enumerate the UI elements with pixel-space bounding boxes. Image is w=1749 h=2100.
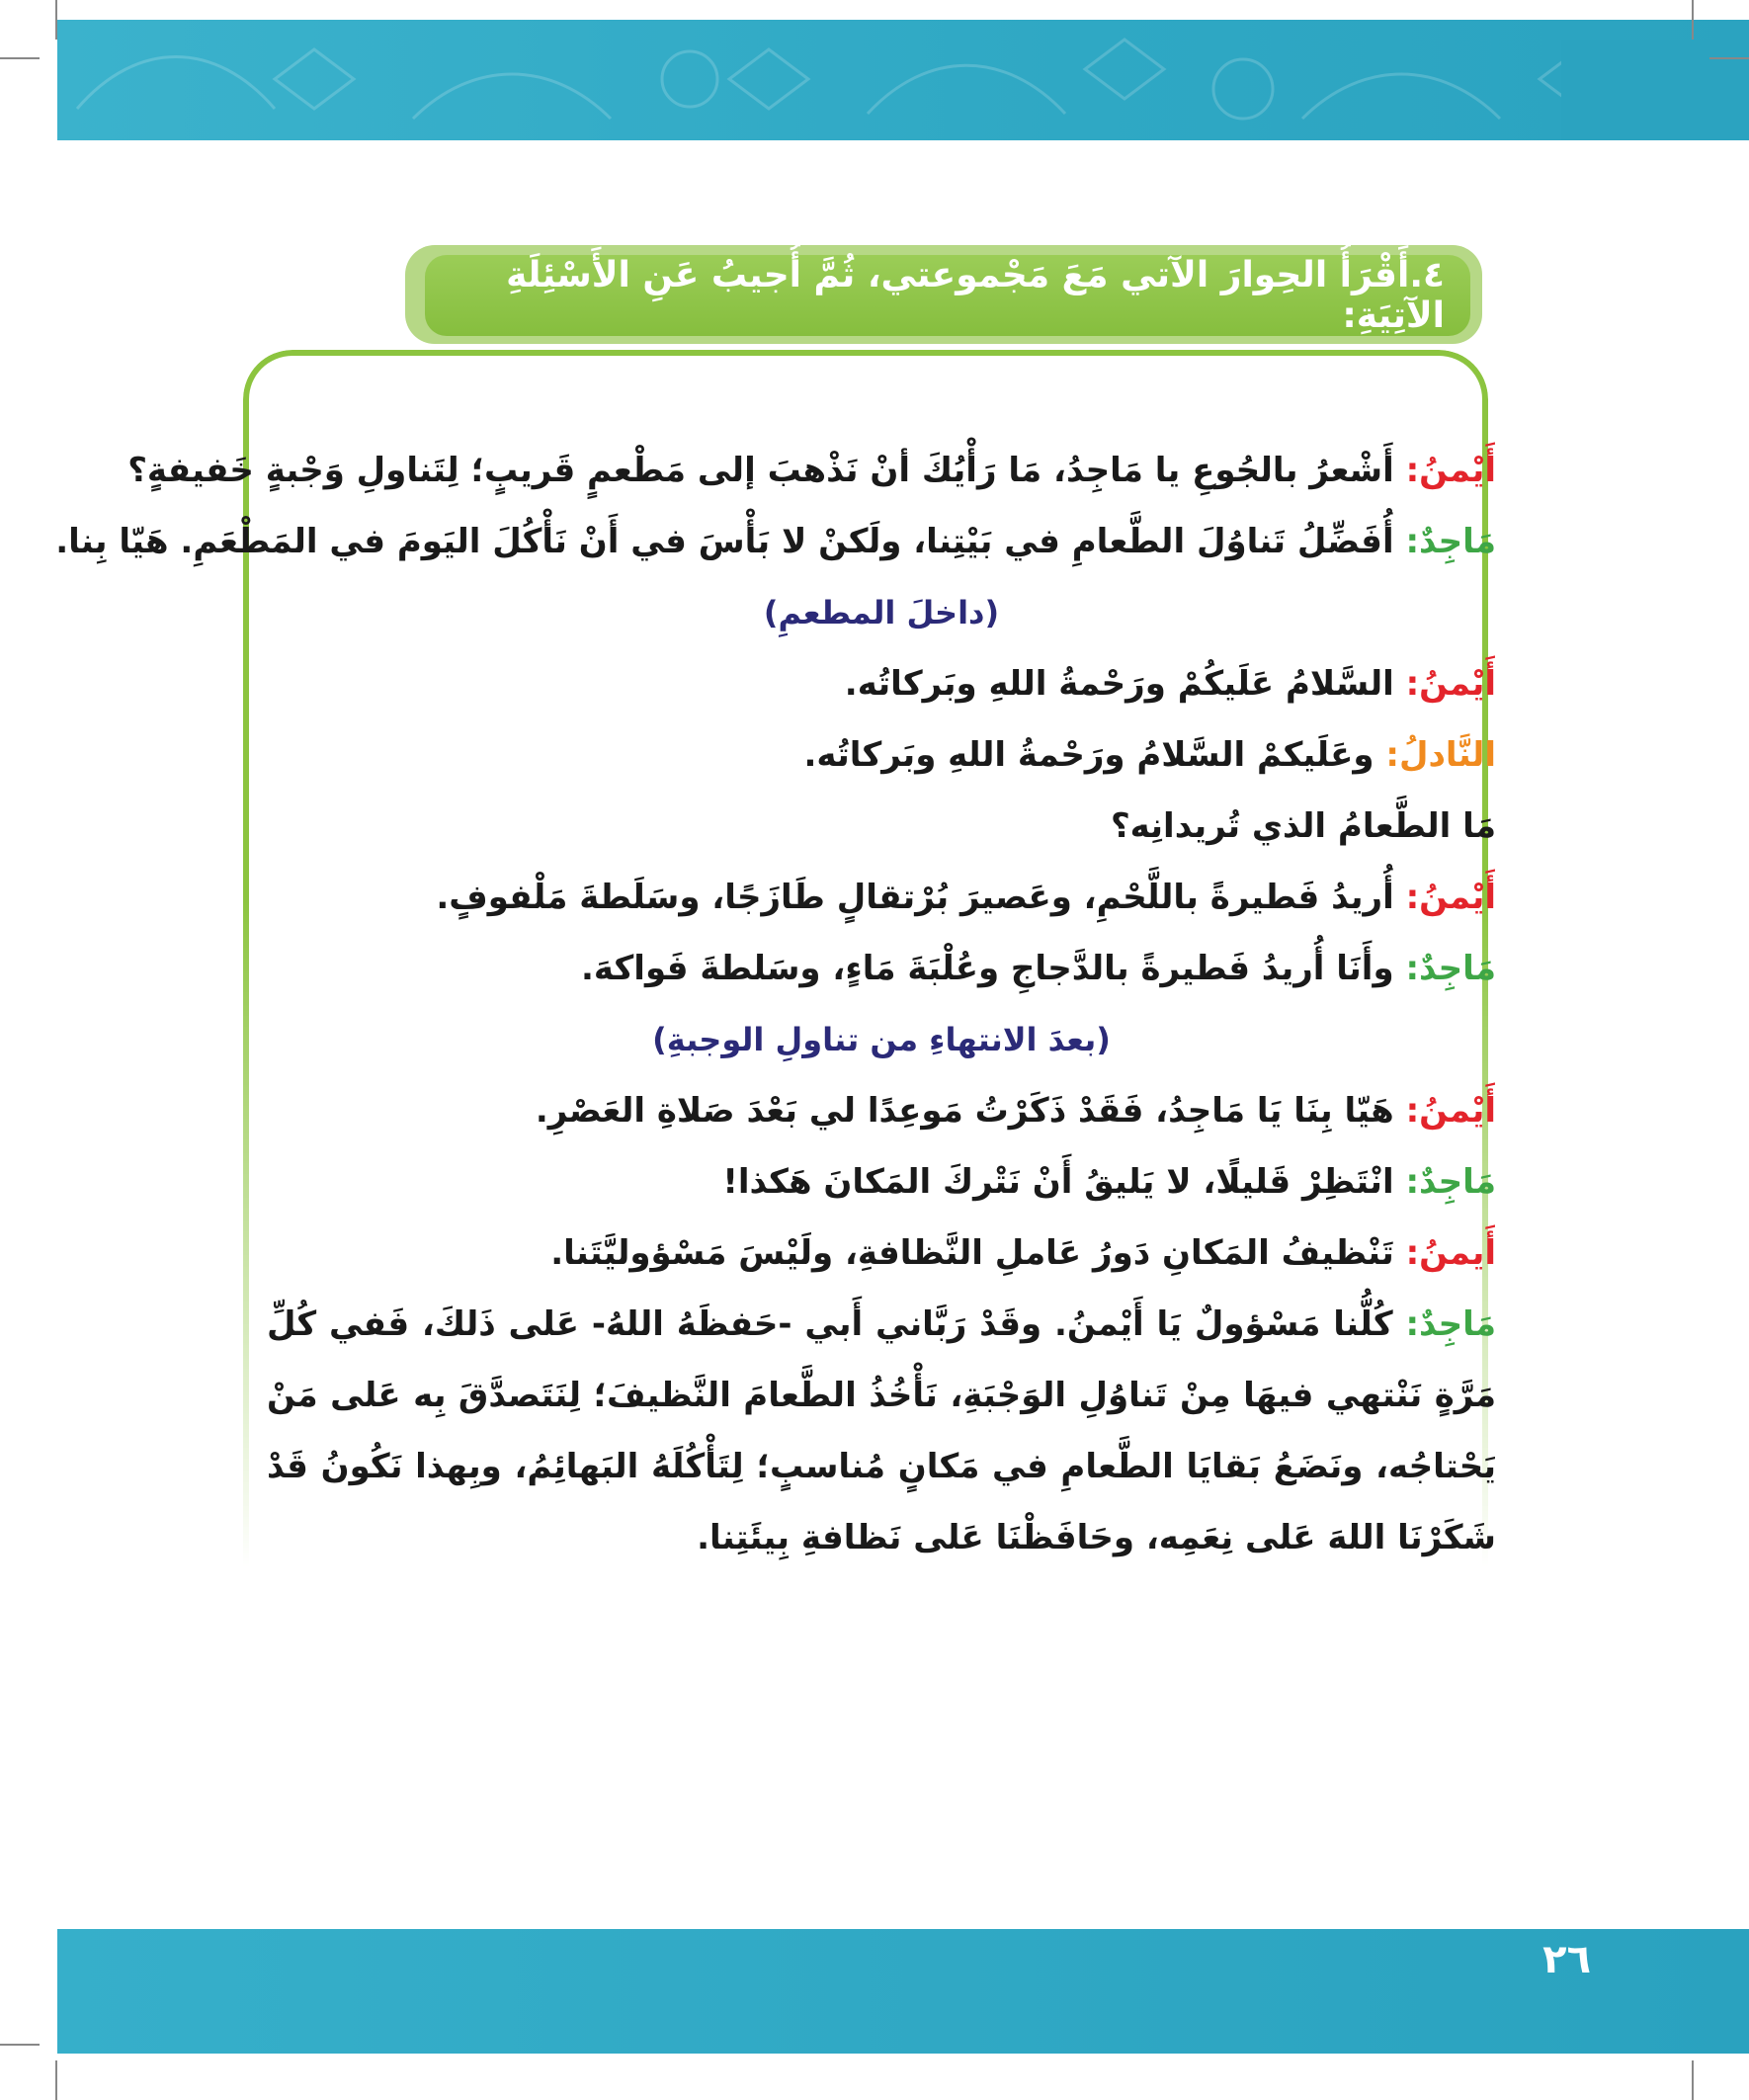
exercise-title-bar <box>425 255 1470 336</box>
dialogue-text: وعَلَيكمْ السَّلامُ ورَحْمةُ اللهِ وبَركاتُه. <box>803 735 1386 775</box>
speaker-label: أَيْمنُ: <box>1405 1091 1496 1131</box>
stage-direction: (بعدَ الانتهاءِ من تناولِ الوجبةِ) <box>652 1021 1111 1058</box>
speaker-label: مَاجِدٌ: <box>1405 1162 1496 1202</box>
dialogue-line <box>267 862 1496 933</box>
dialogue-text: أُفَضِّلُ تَناوُلَ الطَّعامِ في بَيْتِنا، ولَكنْ لا بَأْسَ في أَنْ نَأْكُلَ اليَومَ في المَطْعَمِ. هَيّا بِنا. <box>55 522 1406 561</box>
dialogue-line <box>127 435 1496 506</box>
exercise-title: ٤.أَقْرَأُ الحِوارَ الآتي مَعَ مَجْموعتي، ثُمَّ أُجيبُ عَنِ الأَسْئِلَةِ الآتِيَةِ: <box>506 255 1445 336</box>
dialogue-line <box>267 1289 1496 1573</box>
decorative-pattern-icon <box>57 20 1749 140</box>
dialogue-line <box>267 791 1496 862</box>
crop-mark <box>0 2044 40 2046</box>
crop-mark <box>1692 0 1694 40</box>
dialogue-line <box>267 933 1496 1004</box>
dialogue-text: وأَنَا أُريدُ فَطيرةً بالدَّجاجِ وعُلْبَةَ مَاءٍ، وسَلطةَ فَواكهَ. <box>581 949 1406 988</box>
footer-band <box>57 1929 1749 2054</box>
speaker-label: مَاجِدٌ: <box>1405 949 1496 988</box>
dialogue-text: أُريدُ فَطيرةً باللَّحْمِ، وعَصيرَ بُرْتقالٍ طَازَجًا، وسَلَطةَ مَلْفوفٍ. <box>436 878 1406 917</box>
crop-mark <box>55 2060 57 2100</box>
speaker-label: أَيْمنُ: <box>1405 664 1496 704</box>
crop-mark <box>0 57 40 59</box>
dialogue-line <box>267 1146 1496 1218</box>
crop-mark <box>55 0 57 40</box>
speaker-label: مَاجِدٌ: <box>1405 522 1496 561</box>
dialogue-line <box>267 648 1496 719</box>
dialogue-text: كُلُّنا مَسْؤولٌ يَا أَيْمنُ. وقَدْ رَبَّاني أَبي -حَفظَهُ اللهُ- عَلى ذَلكَ، فَفي كُلِّ مَرَّةٍ نَنْتهي فيهَا مِنْ تَناوُلِ الوَجْبَةِ، نَأْخُذُ الطَّعامَ النَّظيفَ؛ لِنَتَصدَّقَ بِه عَلى مَنْ يَحْتاجُه، ونَضَعُ بَقايَا الطَّعامِ في مَكانٍ مُناسبٍ؛ لِتَأْكُلَهُ البَهائِمُ، وبِهذا نَكُونُ قَدْ شَكَرْنَا اللهَ عَلى نِعَمِه، وحَافَظْنَا عَلى نَظافةِ بِيئَتِنا. <box>267 1304 1496 1557</box>
speaker-label: النَّادلُ: <box>1385 735 1496 775</box>
dialogue-text: أَشْعرُ بالجُوعِ يا مَاجِدُ، مَا رَأْيُكَ أنْ نَذْهبَ إلى مَطْعمٍ قَريبٍ؛ لِتَناولِ وَجْبةٍ خَفيفةٍ؟ <box>127 451 1406 490</box>
header-curve <box>1561 40 1749 140</box>
dialogue-line <box>267 1218 1496 1289</box>
page-number: ٢٦ <box>1542 1937 1591 1982</box>
crop-mark <box>1709 57 1749 59</box>
speaker-label: مَاجِدٌ: <box>1405 1304 1496 1344</box>
dialogue-text: تَنْظيفُ المَكانِ دَورُ عَاملِ النَّظافةِ، ولَيْسَ مَسْؤوليَّتَنا. <box>550 1233 1406 1273</box>
crop-mark <box>1692 2060 1694 2100</box>
dialogue-line <box>55 506 1496 577</box>
dialogue-text: مَا الطَّعامُ الذي تُريدانِه؟ <box>1110 806 1496 846</box>
dialogue-content <box>55 435 1496 1573</box>
speaker-label: أَيْمنُ: <box>1405 878 1496 917</box>
header-band <box>57 20 1749 140</box>
dialogue-line <box>267 719 1496 791</box>
dialogue-text: السَّلامُ عَلَيكُمْ ورَحْمةُ اللهِ وبَركاتُه. <box>844 664 1406 704</box>
speaker-label: أَيمنُ: <box>1405 1233 1496 1273</box>
dialogue-line <box>267 1075 1496 1146</box>
stage-direction: (داخلَ المطعمِ) <box>763 594 1000 631</box>
dialogue-text: هَيّا بِنَا يَا مَاجِدُ، فَقَدْ ذَكَرْتُ مَوعِدًا لي بَعْدَ صَلاةِ العَصْرِ. <box>535 1091 1406 1131</box>
dialogue-text: انْتَظِرْ قَليلًا، لا يَليقُ أَنْ نَتْركَ المَكانَ هَكذا! <box>722 1162 1406 1202</box>
speaker-label: أَيْمنُ: <box>1405 451 1496 490</box>
